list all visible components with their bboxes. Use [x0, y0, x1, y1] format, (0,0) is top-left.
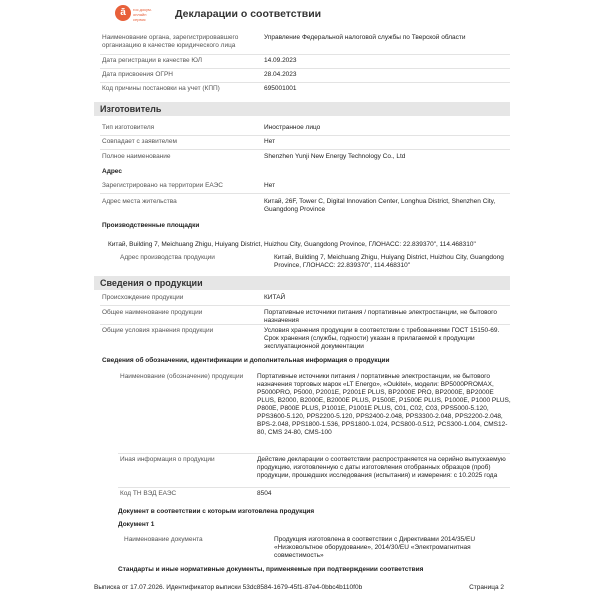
section-manufacturer — [94, 102, 510, 116]
site-logo[interactable] — [115, 5, 155, 27]
divider — [118, 487, 510, 488]
row-value: Китай, Building 7, Meichuang Zhigu, Huiyang District, Huizhou City, Guangdong Province, ГЛОНАСС: 22.839370", 114.468310" — [274, 254, 504, 269]
row-value: 14.09.2023 — [264, 57, 297, 64]
subheading-document: Документ в соответствии с которым изготовлена продукция — [118, 508, 315, 515]
section-heading: Изготовитель — [100, 104, 162, 114]
divider — [118, 453, 510, 454]
divider — [100, 149, 510, 150]
row-label: Наименование (обозначение) продукции — [120, 373, 244, 380]
row-value: Условия хранения продукции в соответствии с требованиями ГОСТ 15150-69. Срок хранения (службы, годности) указан в прилагаемой к продукции эксплуатационной документации — [264, 327, 500, 350]
logo-text: гос.докум. онлайн сервис — [133, 7, 152, 22]
row-label: Наименование документа — [124, 536, 203, 543]
row-label: Дата присвоения ОГРН — [102, 71, 173, 78]
subheading-production-sites: Производственные площадки — [102, 222, 200, 229]
section-product — [94, 276, 510, 290]
row-value: 695001001 — [264, 85, 297, 92]
row-value: Действие декларации о соответствии распространяется на серийно выпускаемую продукцию, изготовленную с даты изготовления отобранных образцов (проб) продукции, прошедших исследования (испытания) и измерения: с 10.2025 года — [257, 456, 506, 479]
row-label: Происхождение продукции — [102, 294, 184, 301]
page-title: Декларации о соответствии — [175, 8, 322, 20]
row-label: Иная информация о продукции — [120, 456, 215, 463]
subheading-designation: Сведения об обозначении, идентификации и дополнительная информация о продукции — [102, 357, 390, 364]
row-value: 8504 — [257, 490, 272, 497]
row-value: Нет — [264, 138, 276, 145]
row-value: Портативные источники питания / портативные электростанции, не бытового назначения торговых марок «LT Energo», «Oukitel», модели: BP5000PROMAX, P5000PRO, P5000, P2001E, P2001E PLUS, BP2000E PRO, BP2000E, BP2000E PLUS, B2000, B2000E, B2000E PLUS, P1500E, P1500E PLUS, P1000E, P1000 PLUS, P800E, P800E PLUS, P1001E, P1001E PLUS, C01, C02, C03, PPS5000-5.120, PPS3600-5.120, PPS2200-5.120, PPS2400-2.048, PPS3300-2.048, PPS2200-2.048, BPS-2.048, PPS1800-1.536, PPS1800-1.024, PCS800-0.512, PCS300-1.004, CMS12-80, CMS 24-80, CMS-100 — [257, 373, 511, 436]
divider — [100, 68, 510, 69]
row-label: Совпадает с заявителем — [102, 138, 177, 145]
row-label: Тип изготовителя — [102, 124, 155, 131]
section-heading: Сведения о продукции — [100, 278, 203, 288]
row-label: Адрес производства продукции — [120, 254, 215, 261]
row-label: Наименование органа, зарегистрировавшего организацию в качестве юридического лица — [102, 34, 239, 49]
row-label: Адрес места жительства — [102, 198, 177, 205]
row-value: Продукция изготовлена в соответствии с Директивами 2014/35/EU «Низковольтное оборудование», 2014/30/EU «Электромагнитная совместимость» — [274, 536, 476, 559]
row-value: Shenzhen Yunji New Energy Technology Co., Ltd — [264, 153, 406, 160]
production-site-line: Китай, Building 7, Meichuang Zhigu, Huiyang District, Huizhou City, Guangdong Province, ГЛОНАСС: 22.839370", 114.468310" — [108, 241, 476, 248]
subheading-document-1: Документ 1 — [118, 521, 155, 528]
footer-page-number: Страница 2 — [469, 584, 504, 591]
row-value: Портативные источники питания / портативные электростанции, не бытового назначения — [264, 309, 498, 324]
row-label: Код причины постановки на учет (КПП) — [102, 85, 220, 92]
row-value: Нет — [264, 182, 276, 189]
row-label: Полное наименование — [102, 153, 171, 160]
row-label: Зарегистрировано на территории ЕАЭС — [102, 182, 223, 189]
row-label: Общие условия хранения продукции — [102, 327, 214, 334]
row-label: Код ТН ВЭД ЕАЭС — [120, 490, 177, 497]
row-value: Управление Федеральной налоговой службы по Тверской области — [264, 34, 466, 41]
page-header — [0, 0, 600, 30]
row-value: Китай, 26F, Tower C, Digital Innovation Center, Longhua District, Shenzhen City, Guangdong Province — [264, 198, 496, 213]
divider — [100, 193, 510, 194]
footer-extract-info: Выписка от 17.07.2026. Идентификатор выписки 53dc8584-1679-45f1-87e4-0bbc4b110f0b — [94, 584, 363, 591]
logo-icon: ā — [115, 5, 131, 21]
row-value: Иностранное лицо — [264, 124, 321, 131]
row-value: 28.04.2023 — [264, 71, 297, 78]
divider — [100, 82, 510, 83]
row-value: КИТАЙ — [264, 294, 286, 301]
subheading-standards: Стандарты и иные нормативные документы, применяемые при подтверждении соответствия — [118, 566, 424, 573]
row-label: Дата регистрации в качестве ЮЛ — [102, 57, 202, 64]
row-label: Общее наименование продукции — [102, 309, 203, 316]
divider — [100, 54, 510, 55]
divider — [100, 305, 510, 306]
divider — [100, 135, 510, 136]
subheading-address: Адрес — [102, 168, 122, 175]
divider — [100, 324, 510, 325]
